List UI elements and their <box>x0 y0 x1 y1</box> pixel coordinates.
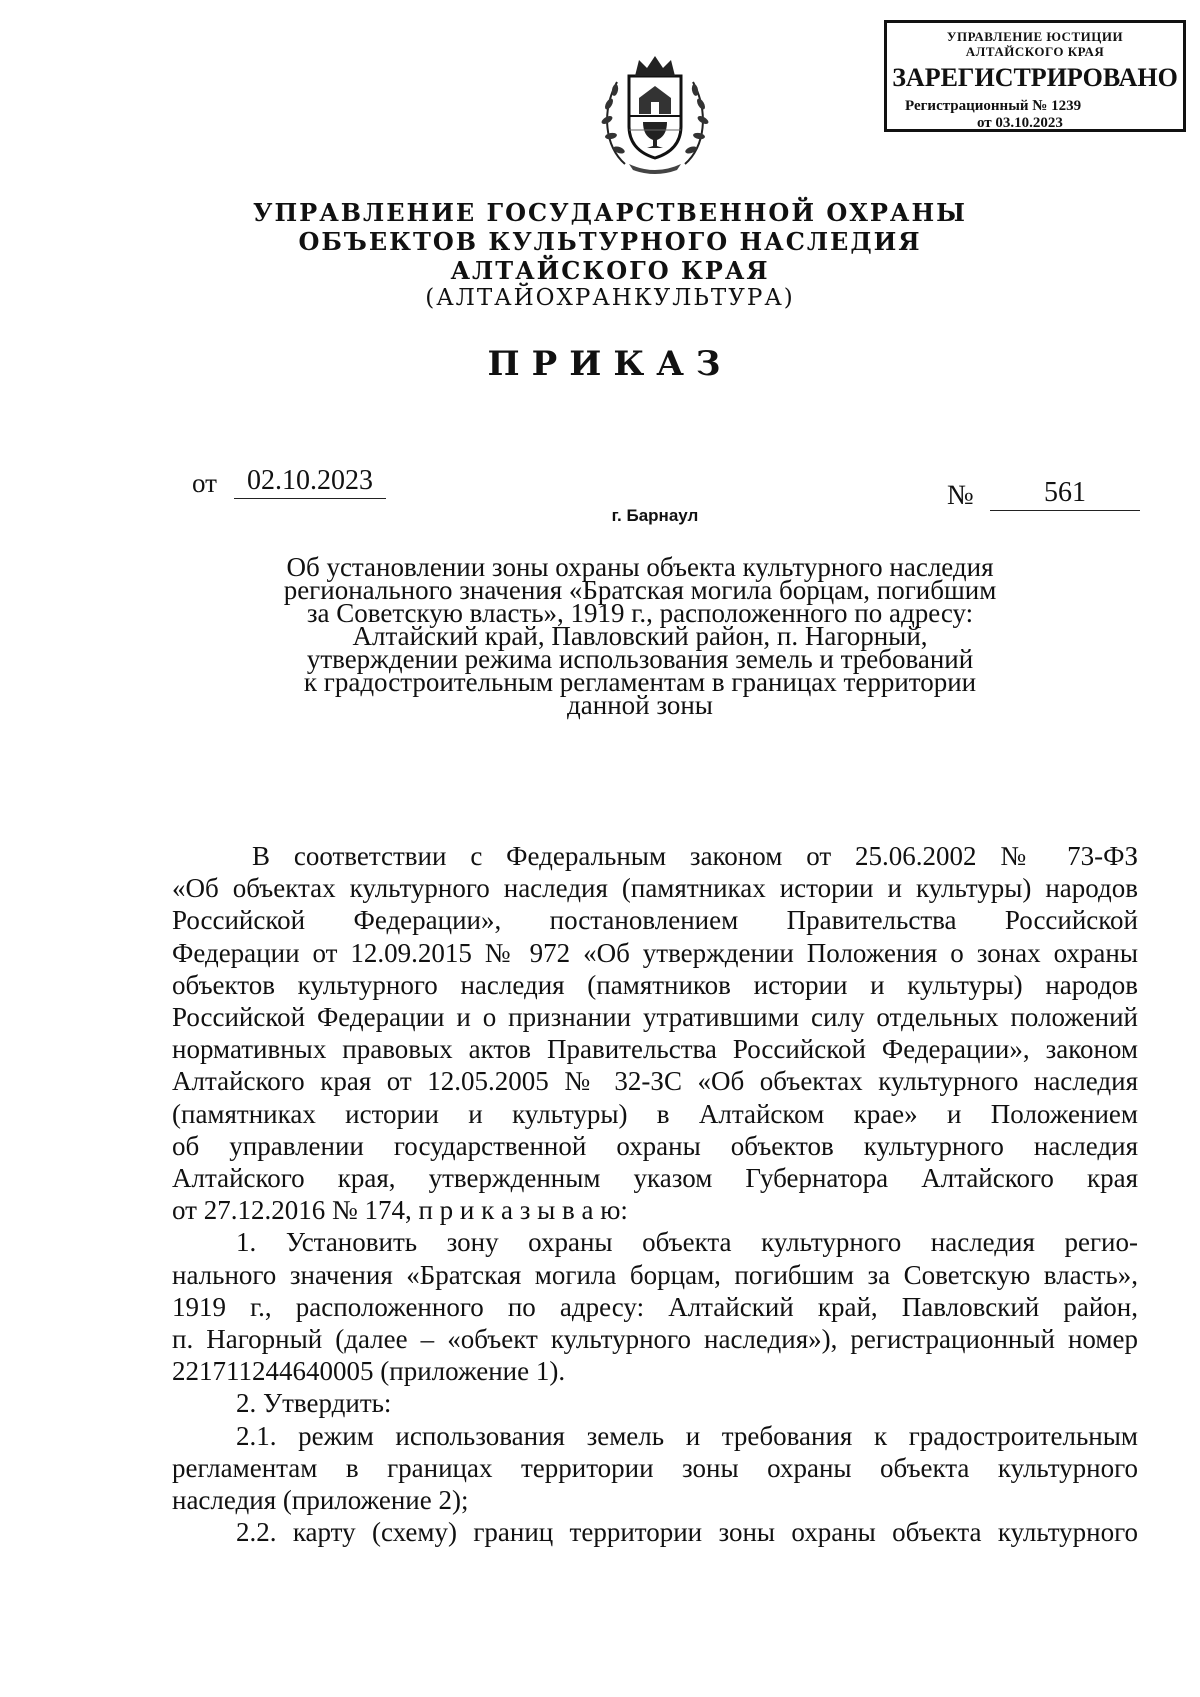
item-1-paragraph <box>172 1226 1138 1387</box>
agency-short-name: (АЛТАЙОХРАНКУЛЬТУРА) <box>425 285 795 311</box>
number-prefix: № <box>947 480 974 511</box>
text-line: нального значения «Братская могила борцам, погибшим за Советскую власть», <box>172 1259 1138 1290</box>
text-line: п. Нагорный (далее – «объект культурного наследия»), регистрационный номер <box>172 1324 1138 1355</box>
text-line: Алтайского края, утвержденным указом Губернатора Алтайского края <box>172 1163 1138 1194</box>
stamp-reg-number: Регистрационный № 1239 <box>905 98 1082 114</box>
item-2-paragraph <box>172 1387 1138 1419</box>
text-line: 1919 г., расположенного по адресу: Алтайский край, Павловский район, <box>172 1291 1138 1322</box>
subject-line: за Советскую власть», 1919 г., расположенного по адресу: <box>306 598 974 628</box>
date-prefix: от <box>192 468 217 498</box>
order-date: 02.10.2023 <box>234 464 386 499</box>
altai-krai-coat-of-arms-icon <box>595 52 715 178</box>
text-line: регламентам в границах территории зоны охраны объекта культурного <box>172 1452 1138 1483</box>
city-name: г. Барнаул <box>611 506 699 525</box>
text-line: наследия (приложение 2); <box>172 1485 469 1516</box>
subject-line: утверждении режима использования земель и требований <box>306 644 974 674</box>
text-line: 2.2. карту (схему) границ территории зоны охраны объекта культурного <box>236 1517 1138 1548</box>
subject-line: Алтайский край, Павловский район, п. Нагорный, <box>352 621 928 651</box>
registration-stamp <box>884 20 1186 132</box>
agency-name <box>250 198 970 285</box>
subject-line: данной зоны <box>567 690 713 720</box>
subject-line: Об установлении зоны охраны объекта культурного наследия <box>286 552 994 582</box>
subject-line: к градостроительным регламентам в границах территории <box>303 667 977 697</box>
text-line: Российской Федерации», постановлением Правительства Российской <box>172 905 1138 936</box>
text-line: нормативных правовых актов Правительства Российской Федерации», законом <box>172 1034 1138 1065</box>
stamp-reg-date: от 03.10.2023 <box>977 115 1063 131</box>
preamble-paragraph <box>172 840 1138 1226</box>
agency-line-2: ОБЪЕКТОВ КУЛЬТУРНОГО НАСЛЕДИЯ <box>298 227 922 256</box>
text-line: 2. Утвердить: <box>236 1388 392 1419</box>
stamp-org-line1: УПРАВЛЕНИЕ ЮСТИЦИИ <box>946 29 1124 44</box>
subject-line: регионального значения «Братская могила борцам, погибшим <box>283 575 997 605</box>
text-line: 221711244640005 (приложение 1). <box>172 1356 566 1387</box>
item-2-1-paragraph <box>172 1420 1138 1517</box>
order-body <box>172 840 1138 1548</box>
order-number: 561 <box>990 476 1140 511</box>
text-line: В соответствии с Федеральным законом от 25.06.2002 № 73-ФЗ <box>252 841 1138 871</box>
text-line: Федерации от 12.09.2015 № 972 «Об утверждении Положения о зонах охраны <box>172 937 1138 968</box>
text-line: (памятниках истории и культуры) в Алтайском крае» и Положением <box>172 1098 1138 1129</box>
item-2-2-paragraph <box>172 1516 1138 1548</box>
text-line: Российской Федерации и о признании утратившими силу отдельных положений <box>172 1002 1138 1033</box>
document-type-title: ПРИКАЗ <box>487 344 733 384</box>
order-subject <box>240 552 1040 720</box>
text-line: 2.1. режим использования земель и требования к градостроительным <box>236 1420 1138 1451</box>
text-line: объектов культурного наследия (памятников истории и культуры) народов <box>172 969 1138 1000</box>
agency-line-1: УПРАВЛЕНИЕ ГОСУДАРСТВЕННОЙ ОХРАНЫ <box>253 198 967 227</box>
text-line: от 27.12.2016 № 174, п р и к а з ы в а ю: <box>172 1195 628 1226</box>
text-line: 1. Установить зону охраны объекта культурного наследия регио- <box>236 1227 1138 1258</box>
agency-line-3: АЛТАЙСКОГО КРАЯ <box>450 256 770 285</box>
stamp-org-line2: АЛТАЙСКОГО КРАЯ <box>965 44 1105 59</box>
text-line: Алтайского края от 12.05.2005 № 32-ЗС «Об объектах культурного наследия <box>172 1066 1138 1097</box>
stamp-status: ЗАРЕГИСТРИРОВАНО <box>892 63 1178 92</box>
text-line: об управлении государственной охраны объектов культурного наследия <box>172 1130 1138 1161</box>
text-line: «Об объектах культурного наследия (памятниках истории и культуры) народов <box>172 873 1138 904</box>
